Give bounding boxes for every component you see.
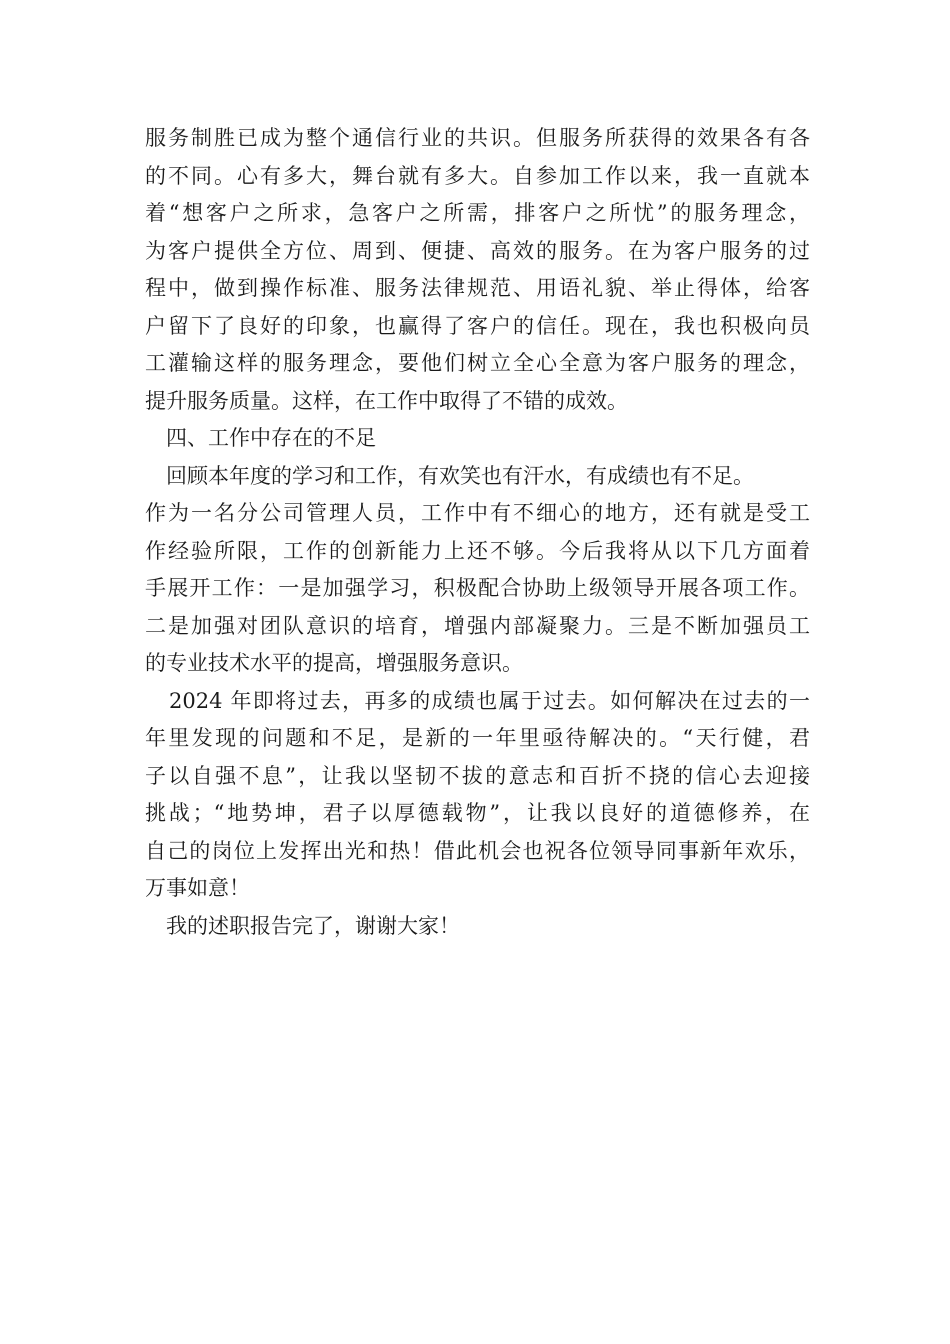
document-body <box>145 120 810 945</box>
paragraph-conclusion <box>145 683 810 908</box>
text-line: 挑战；“地势坤，君子以厚德载物”，让我以良好的道德修养，在 <box>145 801 810 825</box>
text-line: 服务制胜已成为整个通信行业的共识。但服务所获得的效果各有各 <box>145 126 810 150</box>
text-line: 二是加强对团队意识的培育，增强内部凝聚力。三是不断加强员工 <box>145 613 810 638</box>
text-line: 2024 年即将过去，再多的成绩也属于过去。如何解决在过去的一 <box>169 688 810 713</box>
closing-line: 我的述职报告完了，谢谢大家！ <box>166 913 460 938</box>
text-line: 回顾本年度的学习和工作，有欢笑也有汗水，有成绩也有不足。 <box>166 463 754 488</box>
text-line: 作经验所限，工作的创新能力上还不够。今后我将从以下几方面着 <box>145 538 810 563</box>
text-line: 万事如意！ <box>145 876 250 900</box>
paragraph-shortcomings <box>145 458 810 683</box>
text-line: 程中，做到操作标准、服务法律规范、用语礼貌、举止得体，给客 <box>145 276 810 300</box>
section-heading: 四、工作中存在的不足 <box>166 426 376 450</box>
text-line: 手展开工作：一是加强学习，积极配合协助上级领导开展各项工作。 <box>145 576 810 600</box>
text-line: 提升服务质量。这样，在工作中取得了不错的成效。 <box>145 388 628 413</box>
text-line: 着“想客户之所求，急客户之所需，排客户之所忧”的服务理念， <box>145 201 810 225</box>
text-line: 年里发现的问题和不足，是新的一年里亟待解决的。“天行健，君 <box>145 726 810 750</box>
text-line: 户留下了良好的印象，也赢得了客户的信任。现在，我也积极向员 <box>145 313 810 338</box>
text-line: 子以自强不息”，让我以坚韧不拔的意志和百折不挠的信心去迎接 <box>145 763 810 788</box>
text-line: 的不同。心有多大，舞台就有多大。自参加工作以来，我一直就本 <box>145 163 810 188</box>
text-line: 工灌输这样的服务理念，要他们树立全心全意为客户服务的理念， <box>145 351 810 375</box>
paragraph-service-philosophy <box>145 120 810 420</box>
text-line: 作为一名分公司管理人员，工作中有不细心的地方，还有就是受工 <box>145 501 810 525</box>
text-line: 为客户提供全方位、周到、便捷、高效的服务。在为客户服务的过 <box>145 238 810 263</box>
text-line: 自己的岗位上发挥出光和热！借此机会也祝各位领导同事新年欢乐， <box>145 838 810 863</box>
text-line: 的专业技术水平的提高，增强服务意识。 <box>145 651 523 675</box>
